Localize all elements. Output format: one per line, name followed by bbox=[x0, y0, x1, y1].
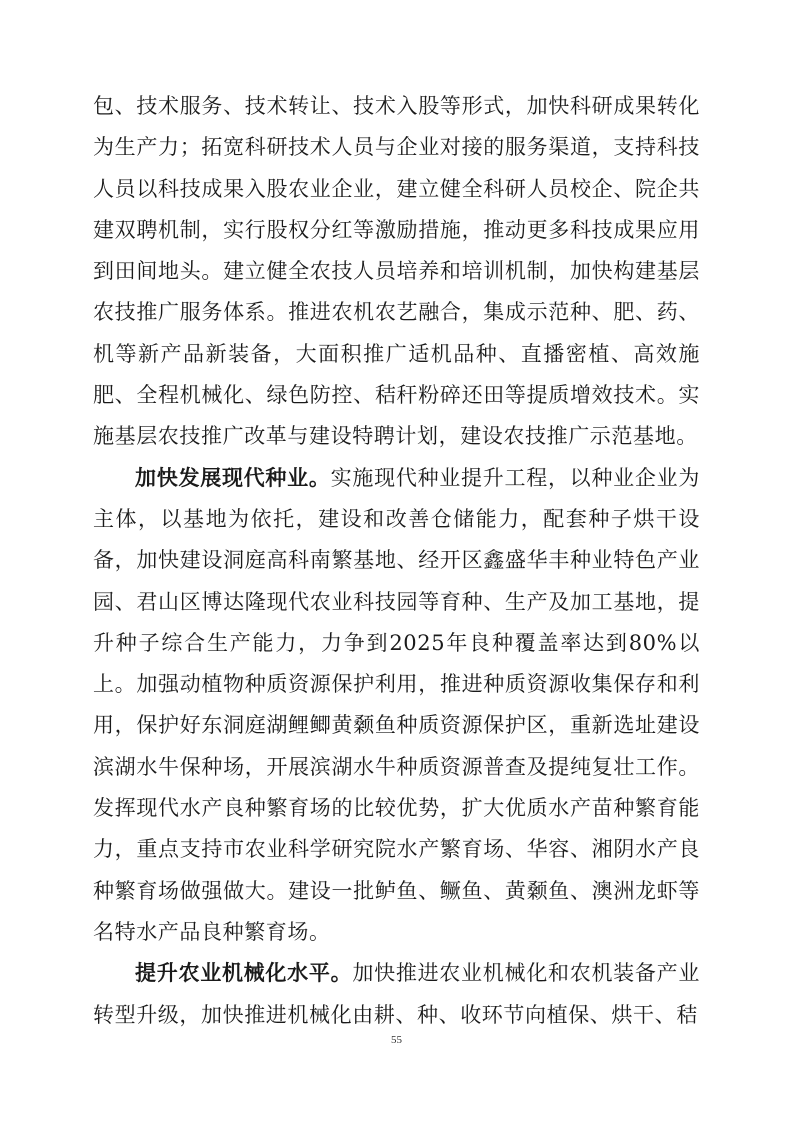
paragraph-heading: 提升农业机械化水平。 bbox=[135, 961, 353, 986]
page-number: 55 bbox=[391, 1034, 402, 1046]
paragraph-text: 包、技术服务、技术转让、技术入股等形式，加快科研成果转化为生产力；拓宽科研技术人员与企业对接的服务渠道，支持科技人员以科技成果入股农业企业，建立健全科研人员校企、院企共建双聘机制，实行股权分红等激励措施，推动更多科技成果应用到田间地头。建立健全农技人员培养和培训机制，加快构建基层农技推广服务体系。推进农机农艺融合，集成示范种、肥、药、机等新产品新装备，大面积推广适机品种、直播密植、高效施肥、全程机械化、绿色防控、秸秆粉碎还田等提质增效技术。实施基层农技推广改革与建设特聘计划，建设农技推广示范基地。 bbox=[93, 94, 700, 449]
paragraph-continuation bbox=[93, 86, 700, 458]
document-body bbox=[93, 86, 700, 1036]
paragraph-text: 实施现代种业提升工程，以种业企业为主体，以基地为依托，建设和改善仓储能力，配套种子烘干设备，加快建设洞庭高科南繁基地、经开区鑫盛华丰种业特色产业园、君山区博达隆现代农业科技园等育种、生产及加工基地，提升种子综合生产能力，力争到2025年良种覆盖率达到80%以上。加强动植物种质资源保护利用，推进种质资源收集保存和利用，保护好东洞庭湖鲤鲫黄颡鱼种质资源保护区，重新选址建设滨湖水牛保种场，开展滨湖水牛种质资源普查及提纯复壮工作。发挥现代水产良种繁育场的比较优势，扩大优质水产苗种繁育能力，重点支持市农业科学研究院水产繁育场、华容、湘阴水产良种繁育场做强做大。建设一批鲈鱼、鳜鱼、黄颡鱼、澳洲龙虾等名特水产品良种繁育场。 bbox=[93, 465, 700, 944]
paragraph-seed-industry bbox=[93, 458, 700, 954]
paragraph-text: 加快推进农业机械化和农机装备产业转型升级，加快推进机械化由耕、种、收环节向植保、烘干、秸 bbox=[93, 961, 700, 1027]
paragraph-heading: 加快发展现代种业。 bbox=[135, 465, 331, 490]
paragraph-mechanization bbox=[93, 953, 700, 1036]
